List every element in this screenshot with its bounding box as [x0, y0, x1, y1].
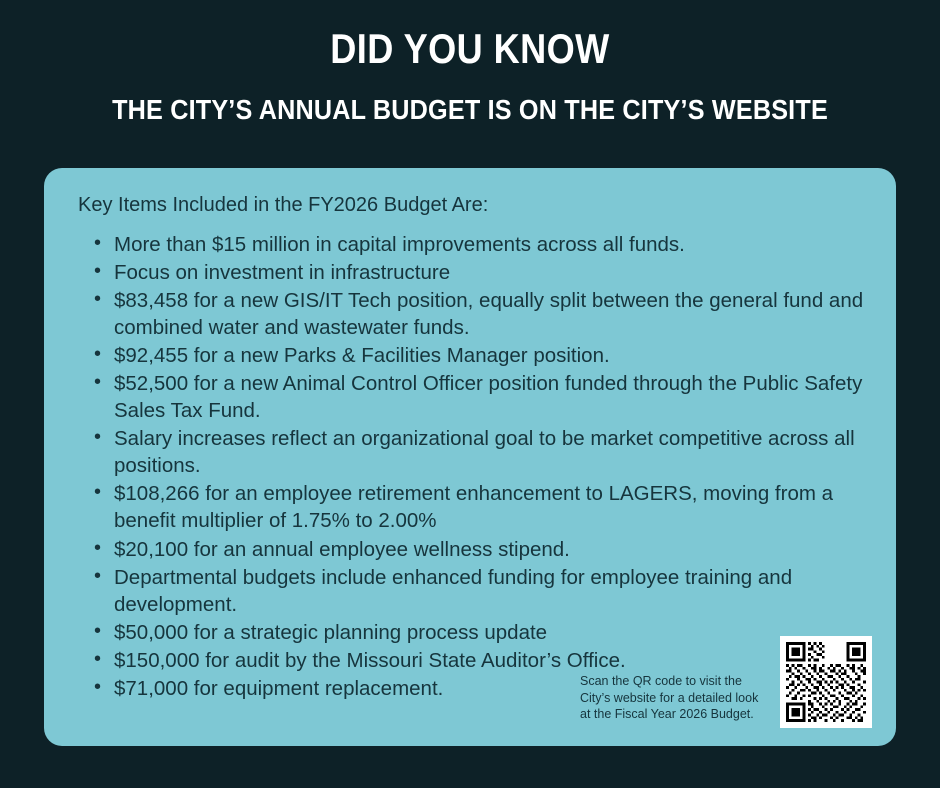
list-item: • $20,100 for an annual employee wellness stipend. [86, 536, 866, 563]
list-item: • Departmental budgets include enhanced funding for employee training and development. [86, 564, 866, 618]
list-item: • $71,000 for equipment replacement. [86, 675, 866, 702]
budget-highlights-card [44, 168, 896, 746]
page-subtitle: THE CITY’S ANNUAL BUDGET IS ON THE CITY’S WEBSITE [112, 94, 828, 126]
list-item: • $50,000 for a strategic planning process update [86, 619, 866, 646]
list-item: • More than $15 million in capital improvements across all funds. [86, 231, 866, 258]
list-item: • $108,266 for an employee retirement enhancement to LAGERS, moving from a benefit multiplier of 1.75% to 2.00% [86, 480, 866, 534]
list-item: • $92,455 for a new Parks & Facilities Manager position. [86, 342, 866, 369]
qr-section [572, 636, 872, 728]
budget-items-list [68, 231, 872, 702]
page-title: DID YOU KNOW [330, 25, 610, 72]
qr-caption: Scan the QR code to visit the City’s website for a detailed look at the Fiscal Year 2026 Budget. [580, 674, 759, 721]
list-item-sub: • Focus on investment in infrastructure [86, 259, 866, 286]
card-intro-text: Key Items Included in the FY2026 Budget Are: [78, 194, 489, 216]
list-item: • Salary increases reflect an organizational goal to be market competitive across all positions. [86, 425, 866, 479]
qr-code-icon[interactable] [780, 636, 872, 728]
list-item: • $150,000 for audit by the Missouri State Auditor’s Office. [86, 647, 866, 674]
list-item: • $83,458 for a new GIS/IT Tech position, equally split between the general fund and combined water and wastewater funds. [86, 287, 866, 341]
list-item: • $52,500 for a new Animal Control Officer position funded through the Public Safety Sales Tax Fund. [86, 370, 866, 424]
